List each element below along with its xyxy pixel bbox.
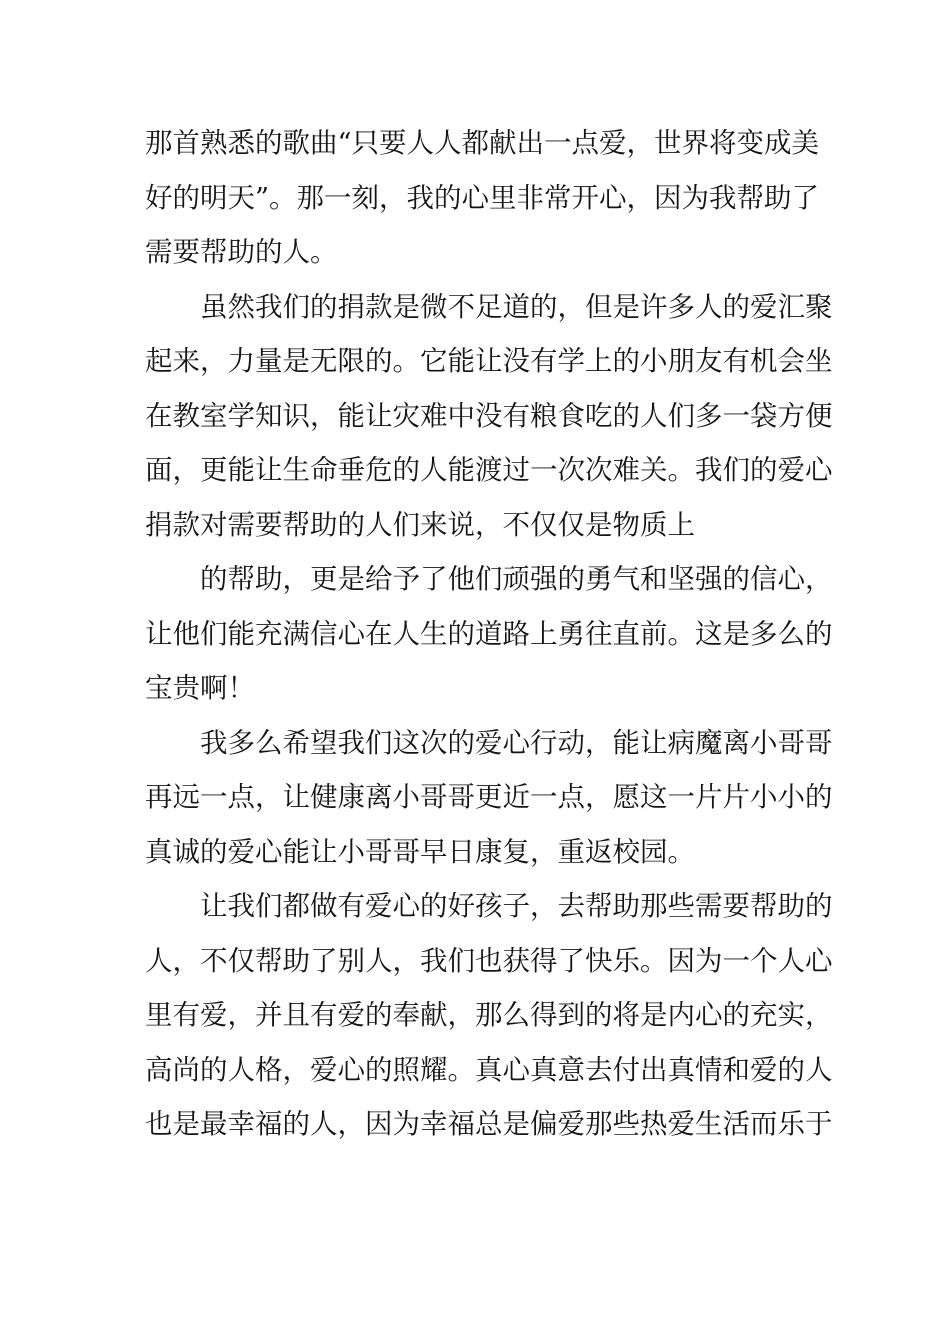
paragraph-5-line-5: 也是最幸福的人，因为幸福总是偏爱那些热爱生活而乐于 — [145, 1108, 833, 1140]
paragraph-3-line-1: 的帮助，更是给予了他们顽强的勇气和坚强的信心， — [200, 563, 833, 595]
paragraph-1-line-3: 需要帮助的人。 — [145, 236, 338, 268]
paragraph-5-line-2: 人，不仅帮助了别人，我们也获得了快乐。因为一个人心 — [145, 944, 833, 977]
paragraph-4-line-1: 我多么希望我们这次的爱心行动，能让病魔离小哥哥 — [200, 726, 833, 759]
paragraph-1-line-2: 好的明天”。那一刻，我的心里非常开心，因为我帮助了 — [145, 181, 820, 214]
paragraph-5-line-3: 里有爱，并且有爱的奉献，那么得到的将是内心的充实， — [145, 999, 833, 1031]
paragraph-2-line-4: 面，更能让生命垂危的人能渡过一次次难关。我们的爱心 — [145, 454, 833, 486]
paragraph-2-line-1: 虽然我们的捐款是微不足道的，但是许多人的爱汇聚 — [200, 290, 833, 323]
paragraph-3-line-2: 让他们能充满信心在人生的道路上勇往直前。这是多么的 — [145, 617, 833, 650]
paragraph-5-line-4: 高尚的人格，爱心的照耀。真心真意去付出真情和爱的人 — [145, 1053, 833, 1086]
paragraph-3-line-3: 宝贵啊！ — [145, 672, 255, 704]
paragraph-5-line-1: 让我们都做有爱心的好孩子，去帮助那些需要帮助的 — [200, 890, 833, 922]
paragraph-4-line-2: 再远一点，让健康离小哥哥更近一点，愿这一片片小小的 — [145, 781, 833, 813]
paragraph-4-line-3: 真诚的爱心能让小哥哥早日康复，重返校园。 — [145, 835, 695, 868]
document-body — [145, 116, 833, 1152]
paragraph-1-line-1: 那首熟悉的歌曲“只要人人都献出一点爱，世界将变成美 — [145, 127, 820, 159]
paragraph-2-line-2: 起来，力量是无限的。它能让没有学上的小朋友有机会坐 — [145, 345, 833, 377]
paragraph-2-line-3: 在教室学知识，能让灾难中没有粮食吃的人们多一袋方便 — [145, 399, 833, 432]
paragraph-2-line-5: 捐款对需要帮助的人们来说，不仅仅是物质上 — [145, 508, 695, 541]
